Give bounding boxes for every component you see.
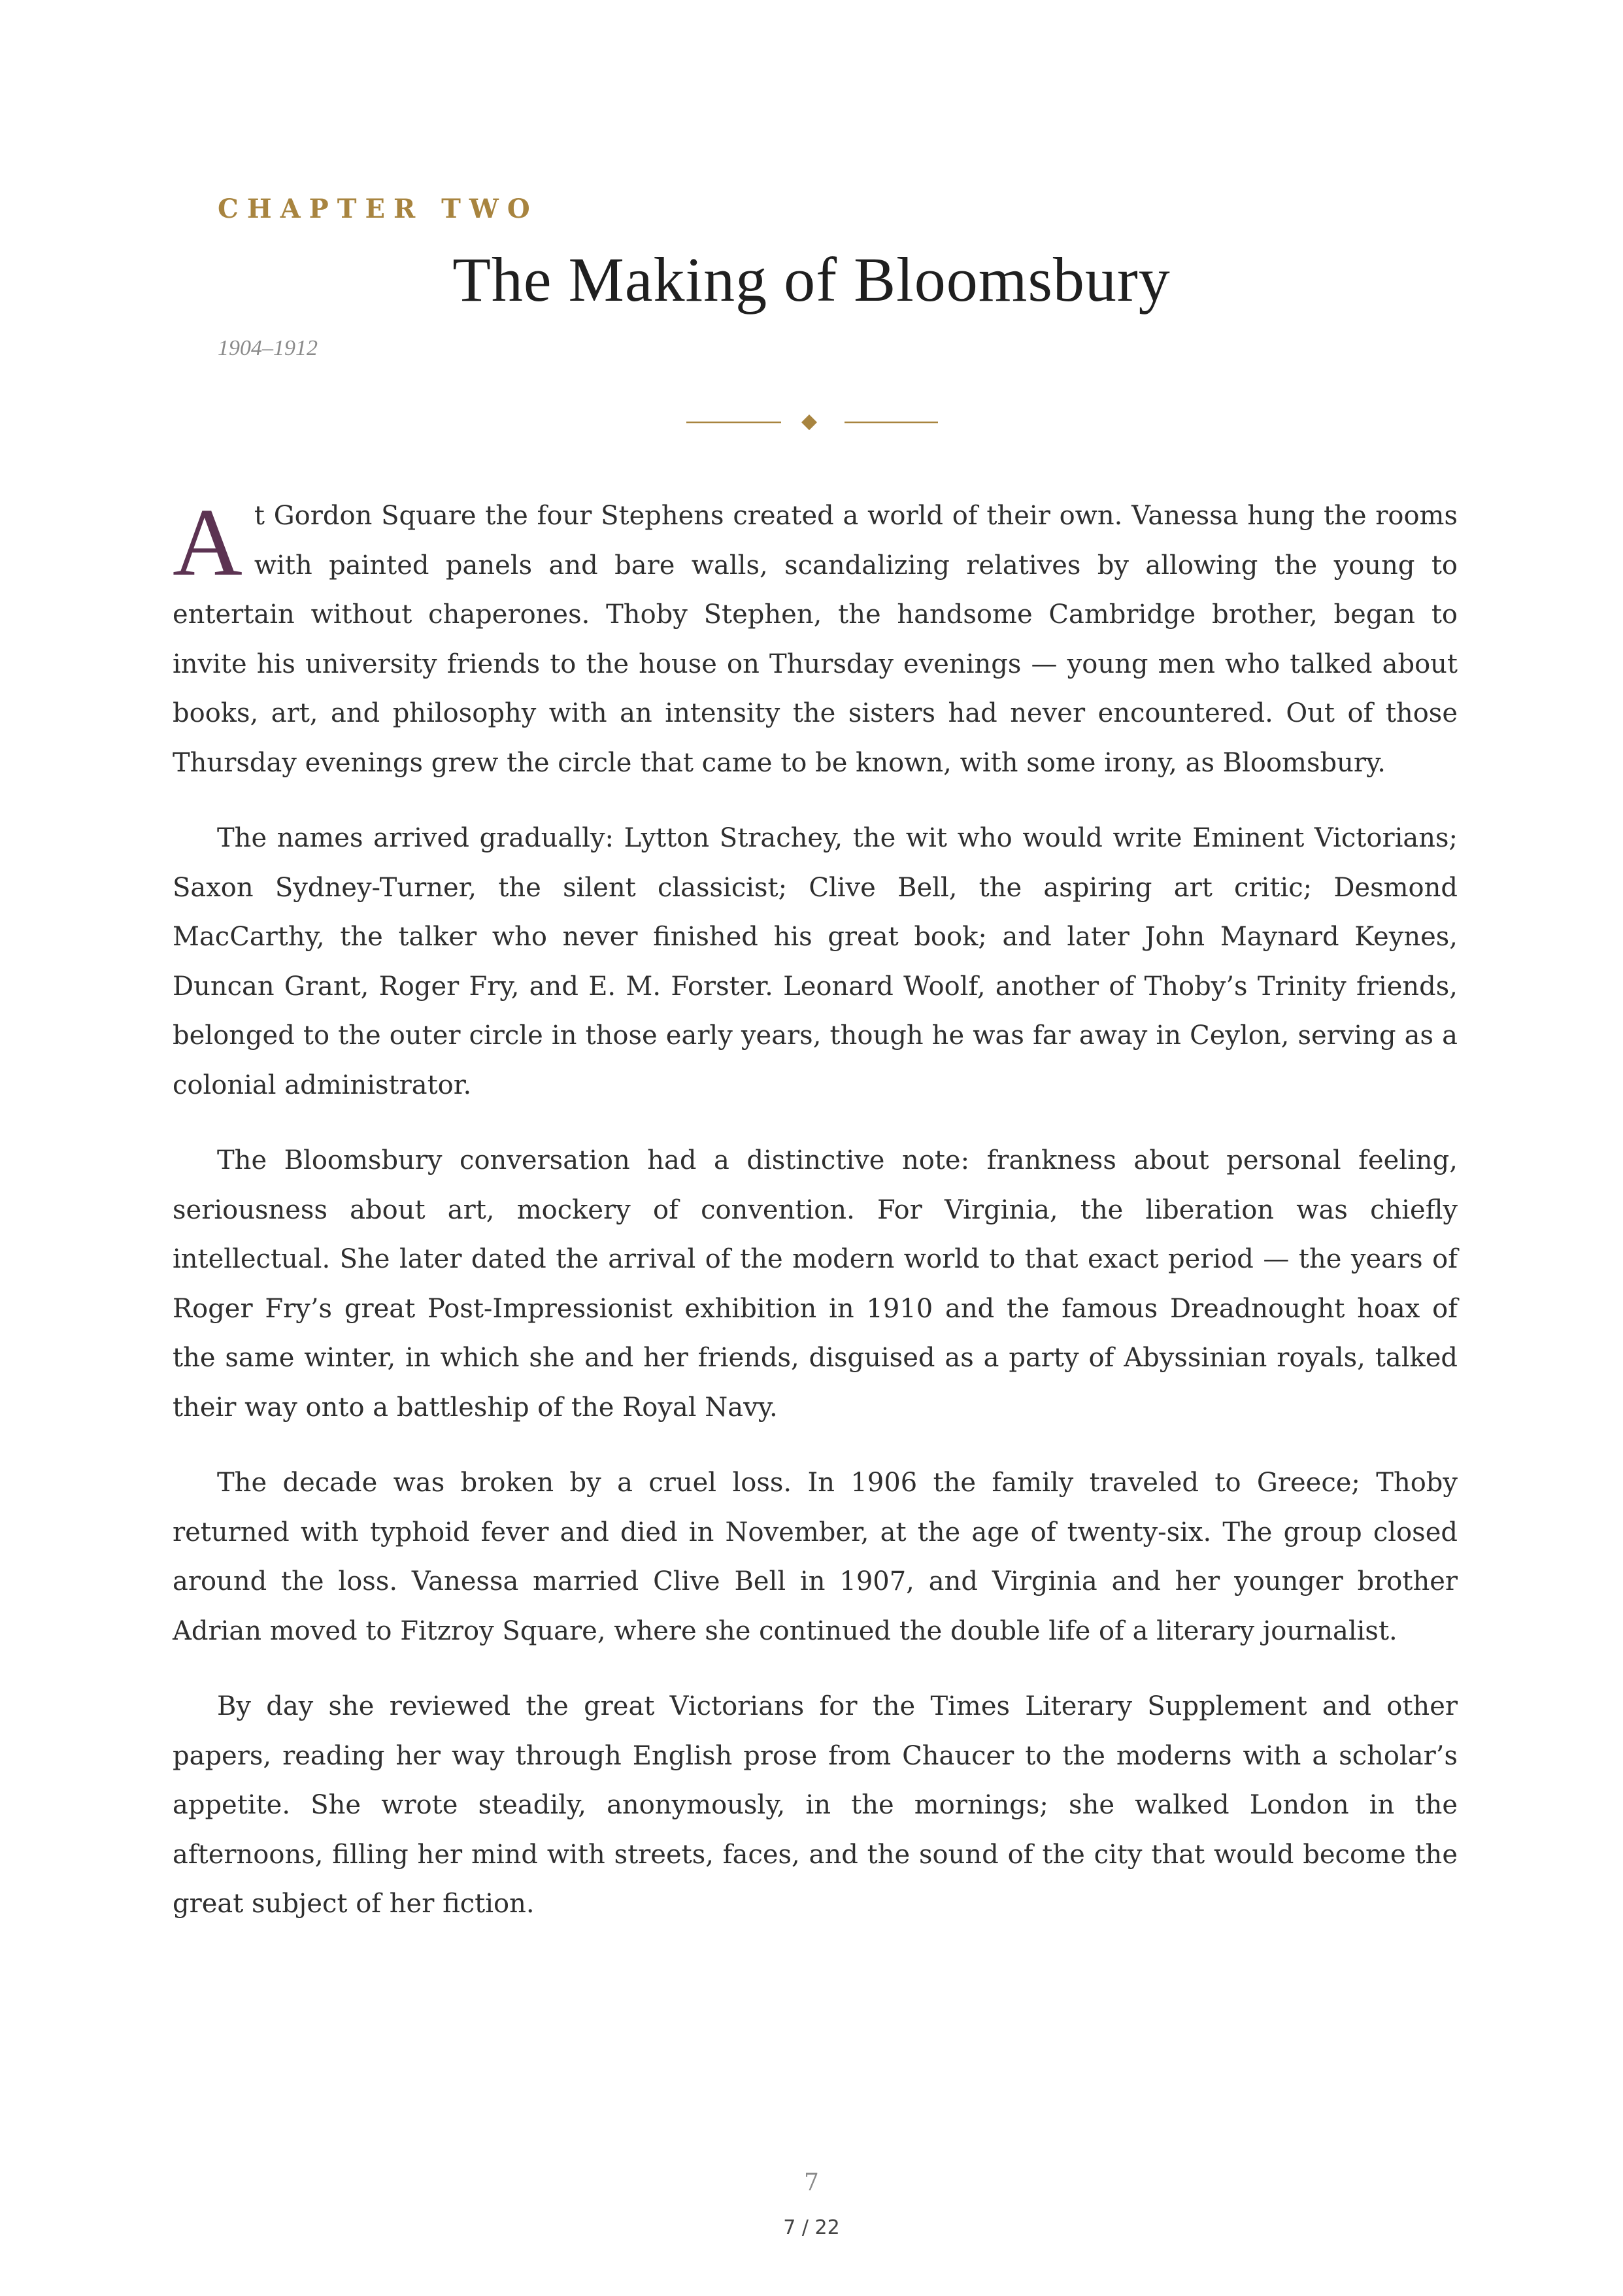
page-counter: 7 / 22 (783, 2216, 840, 2239)
page-number: 7 (804, 2169, 819, 2196)
paragraph-5: By day she reviewed the great Victorians for the Times Literary Supplement and other papers, reading her way through English prose from Chaucer to the moderns with a scholar’s appetite. She wrote steadily, anonymously, in the mornings; she walked London in the afternoons, filling her mind with streets, faces, and the sound of the city that would become the great subject of her fiction. (173, 1691, 1458, 1919)
chapter-dates: 1904–1912 (218, 336, 318, 360)
paragraph-4: The decade was broken by a cruel loss. In 1906 the family traveled to Greece; Thoby returned with typhoid fever and died in November, at the age of twenty-six. The group closed around the loss. Vanessa married Clive Bell in 1907, and Virginia and her younger brother Adrian moved to Fitzroy Square, where she continued the double life of a literary journalist. (173, 1468, 1458, 1646)
paragraph-2: The names arrived gradually: Lytton Strachey, the wit who would write Eminent Victorians; Saxon Sydney-Turner, the silent classicist; Clive Bell, the aspiring art critic; Desmond MacCarthy, the talker who never finished his great book; and later John Maynard Keynes, Duncan Grant, Roger Fry, and E. M. Forster. Leonard Woolf, another of Thoby’s Trinity friends, belonged to the outer circle in those early years, though he was far away in Ceylon, serving as a colonial administrator. (173, 823, 1458, 1100)
paragraph-1 (173, 489, 1458, 788)
chapter-title: The Making of Bloomsbury (452, 245, 1171, 314)
paragraph-3: The Bloomsbury conversation had a distinctive note: frankness about personal feeling, seriousness about art, mockery of convention. For Virginia, the liberation was chiefly intellectual. She later dated the arrival of the modern world to that exact period — the years of Roger Fry’s great Post-Impressionist exhibition in 1910 and the famous Dreadnought hoax of the same winter, in which she and her friends, disguised as a party of Abyssinian royals, talked their way onto a battleship of the Royal Navy. (173, 1145, 1458, 1423)
drop-cap: A (173, 489, 243, 596)
paragraph-1-text: t Gordon Square the four Stephens created a world of their own. Vanessa hung the rooms with painted panels and bare walls, scandalizing relatives by allowing the young to entertain without chaperones. Thoby Stephen, the handsome Cambridge brother, began to invite his university friends to the house on Thursday evenings — young men who talked about books, art, and philosophy with an intensity the sisters had never encountered. Out of those Thursday evenings grew the circle that came to be known, with some irony, as Bloomsbury. (173, 501, 1458, 778)
chapter-body (173, 489, 1458, 1955)
chapter-label: CHAPTER TWO (218, 194, 539, 224)
diamond-divider-icon (686, 409, 948, 435)
